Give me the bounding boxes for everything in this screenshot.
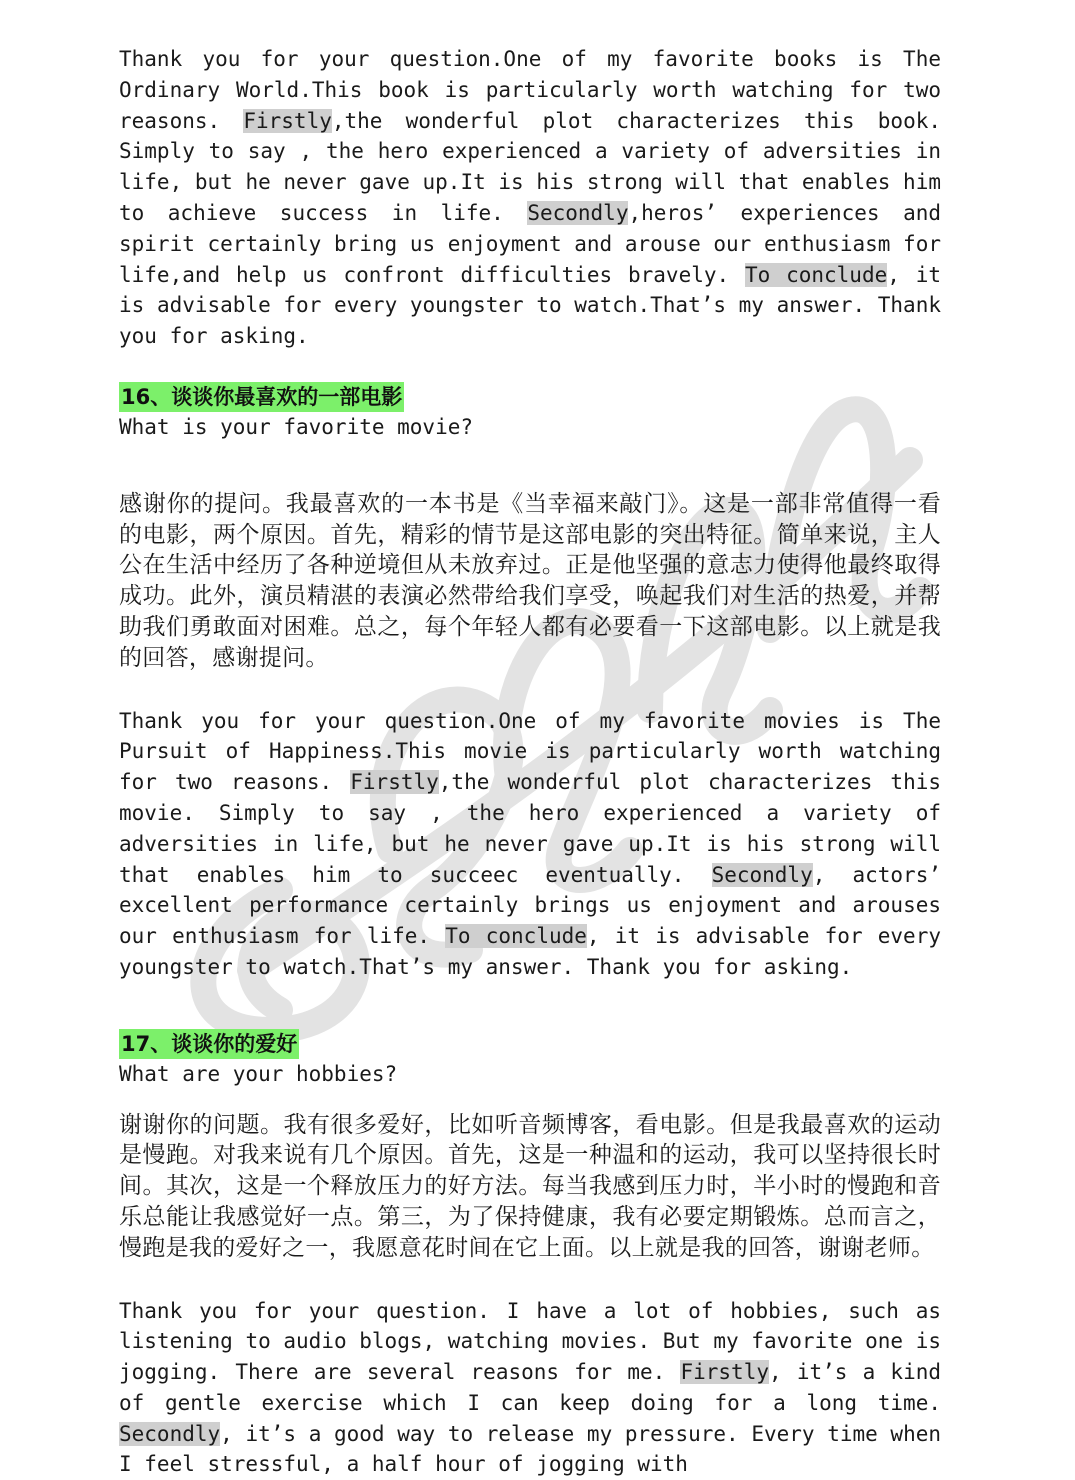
text-run: Thank you for your question. I have a lot of hobbies, such as listening to audio blogs, watching movies. But my favorite one is jogging. There are several reasons for me. (119, 1299, 941, 1385)
marker-secondly: Secondly (119, 1422, 220, 1446)
marker-firstly: Firstly (350, 770, 439, 794)
marker-to-conclude: To conclude (445, 924, 587, 948)
hobby-answer-english (119, 1296, 941, 1480)
text-run: Thank you for your question.One of my favorite books is The Ordinary World.This book is particularly worth watching for two reasons. (119, 47, 941, 133)
text-run: Thank you for your question.One of my favorite movies is The Pursuit of Happiness.This movie is particularly worth watching for two reasons. (119, 709, 941, 795)
movie-answer-english (119, 706, 941, 983)
text-run: ,the wonderful plot characterizes this book. Simply to say , the hero experienced a variety of adversities in life, but he never gave up.It is his strong will that enables him to achieve success in life. (119, 109, 941, 225)
text-run: , actors’ excellent performance certainly brings us enjoyment and arouses our enthusiasm for life. (119, 863, 941, 949)
question-17: What are your hobbies? (119, 1059, 941, 1090)
marker-secondly: Secondly (527, 201, 628, 225)
section-heading-17: 17、谈谈你的爱好 (119, 1029, 299, 1059)
marker-firstly: Firstly (680, 1360, 769, 1384)
movie-answer-chinese: 感谢你的提问。我最喜欢的一本书是《当幸福来敲门》。这是一部非常值得一看的电影，两个原因。首先，精彩的情节是这部电影的突出特征。简单来说，主人公在生活中经历了各种逆境但从未放弃过。正是他坚强的意志力使得他最终取得成功。此外，演员精湛的表演必然带给我们享受，唤起我们对生活的热爱，并帮助我们勇敢面对困难。总之，每个年轻人都有必要看一下这部电影。以上就是我的回答，感谢提问。 (119, 489, 941, 674)
hobby-answer-chinese: 谢谢你的问题。我有很多爱好，比如听音频博客，看电影。但是我最喜欢的运动是慢跑。对我来说有几个原因。首先，这是一种温和的运动，我可以坚持很长时间。其次，这是一个释放压力的好方法。每当我感到压力时，半小时的慢跑和音乐总能让我感觉好一点。第三，为了保持健康，我有必要定期锻炼。总而言之，慢跑是我的爱好之一，我愿意花时间在它上面。以上就是我的回答，谢谢老师。 (119, 1110, 941, 1264)
text-run: , it’s a good way to release my pressure. Every time when I feel stressful, a half hour of jogging with (119, 1422, 941, 1477)
question-16: What is your favorite movie? (119, 412, 941, 443)
text-run: ,heros’ experiences and spirit certainly bring us enjoyment and arouse our enthusiasm for life,and help us confront difficulties bravely. (119, 201, 941, 287)
marker-to-conclude: To conclude (745, 263, 887, 287)
document-content (119, 44, 941, 1480)
marker-firstly: Firstly (243, 109, 332, 133)
book-answer-english (119, 44, 941, 352)
marker-secondly: Secondly (712, 863, 813, 887)
text-run: ,the wonderful plot characterizes this movie. Simply to say , the hero experienced a variety of adversities in life, but he never gave up.It is his strong will that enables him to succeec eventually. (119, 770, 941, 886)
section-heading-16: 16、谈谈你最喜欢的一部电影 (119, 382, 404, 412)
text-run: , it is advisable for every youngster to watch.That’s my answer. Thank you for asking. (119, 263, 941, 349)
text-run: , it’s a kind of gentle exercise which I can keep doing for a long time. (119, 1360, 941, 1415)
text-run: , it is advisable for every youngster to watch.That’s my answer. Thank you for asking. (119, 924, 941, 979)
